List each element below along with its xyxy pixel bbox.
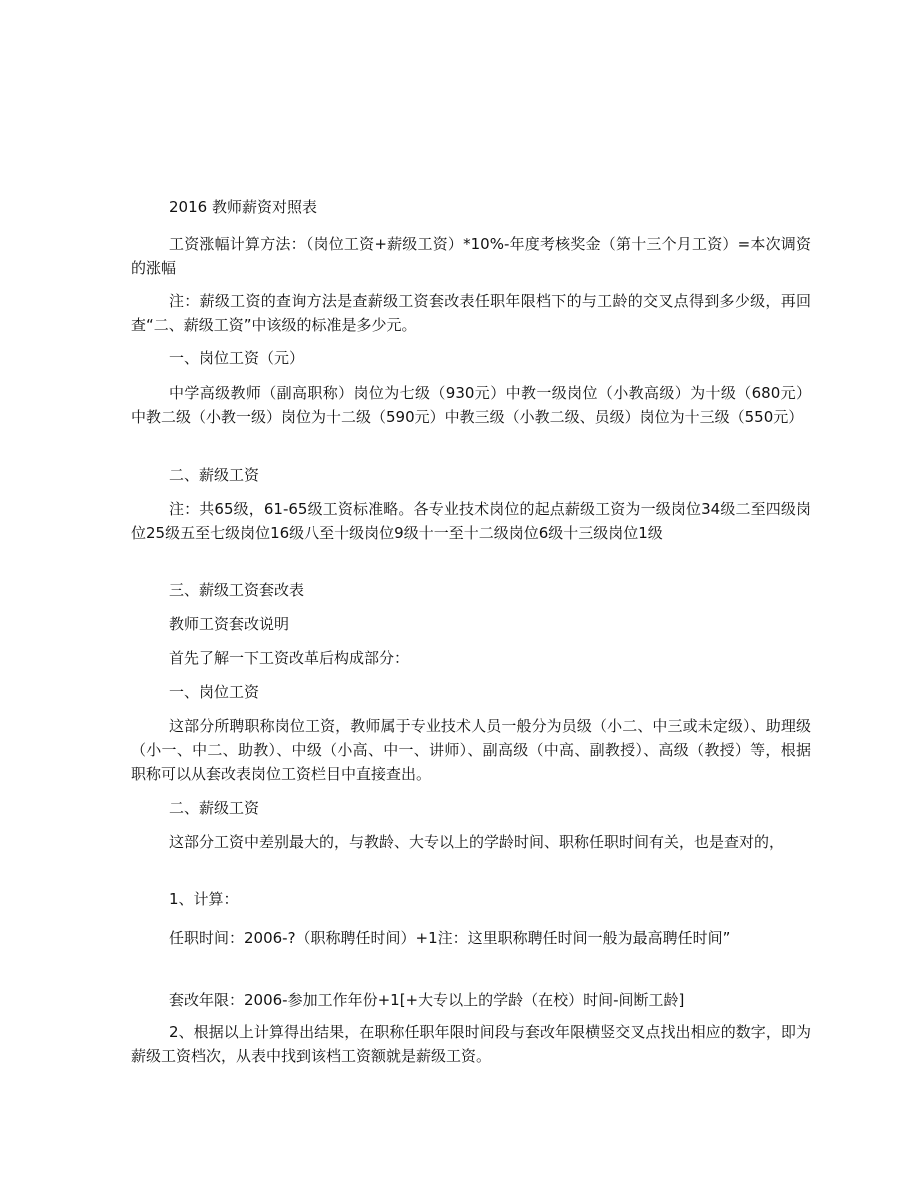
section-heading-grade-salary: 二、薪级工资 xyxy=(169,466,260,484)
calculation-heading: 1、计算： xyxy=(169,890,239,908)
document-title: 2016 教师薪资对照表 xyxy=(169,198,317,216)
tenure-calculation-paragraph: 任职时间：2006-?（职称聘任时间）+1注：这里职称聘任时间一般为最高聘任时间” xyxy=(169,929,731,947)
grade-salary-explanation-paragraph: 这部分工资中差别最大的，与教龄、大专以上的学龄时间、职称任职时间有关，也是查对的， xyxy=(169,833,785,851)
section-heading-post-salary-2: 一、岗位工资 xyxy=(169,683,260,701)
subheading-conversion-explanation: 教师工资套改说明 xyxy=(169,615,290,633)
conversion-years-paragraph: 套改年限：2006-参加工作年份+1[+大专以上的学龄（在校）时间-间断工龄] xyxy=(169,991,685,1009)
query-note-paragraph: 注：薪级工资的查询方法是查薪级工资套改表任职年限档下的与工龄的交叉点得到多少级，再回查“二、薪级工资”中该级的标准是多少元。 xyxy=(131,292,811,334)
result-paragraph: 2、根据以上计算得出结果，在职称任职年限时间段与套改年限横竖交叉点找出相应的数字，即为薪级工资档次，从表中找到该档工资额就是薪级工资。 xyxy=(131,1023,811,1065)
post-salary-explanation-paragraph: 这部分所聘职称岗位工资，教师属于专业技术人员一般分为员级（小二、中三或未定级）、助理级（小一、中二、助教）、中级（小高、中一、讲师）、副高级（中高、副教授）、高级（教授）等，根据职称可以从套改表岗位工资栏目中直接查出。 xyxy=(131,717,811,783)
intro-paragraph: 首先了解一下工资改革后构成部分： xyxy=(169,649,410,667)
section-heading-grade-salary-2: 二、薪级工资 xyxy=(169,799,260,817)
formula-paragraph: 工资涨幅计算方法：（岗位工资+薪级工资）*10%-年度考核奖金（第十三个月工资）=本次调资的涨幅 xyxy=(131,235,811,277)
section-heading-conversion-table: 三、薪级工资套改表 xyxy=(169,581,305,599)
post-salary-levels-paragraph: 中学高级教师（副高职称）岗位为七级（930元）中教一级岗位（小教高级）为十级（680元）中教二级（小教一级）岗位为十二级（590元）中教三级（小教二级、员级）岗位为十三级（550元） xyxy=(131,384,811,426)
section-heading-post-salary: 一、岗位工资（元） xyxy=(169,349,305,367)
grade-salary-note-paragraph: 注：共65级，61-65级工资标准略。各专业技术岗位的起点薪级工资为一级岗位34级二至四级岗位25级五至七级岗位16级八至十级岗位9级十一至十二级岗位6级十三级岗位1级 xyxy=(131,500,811,542)
